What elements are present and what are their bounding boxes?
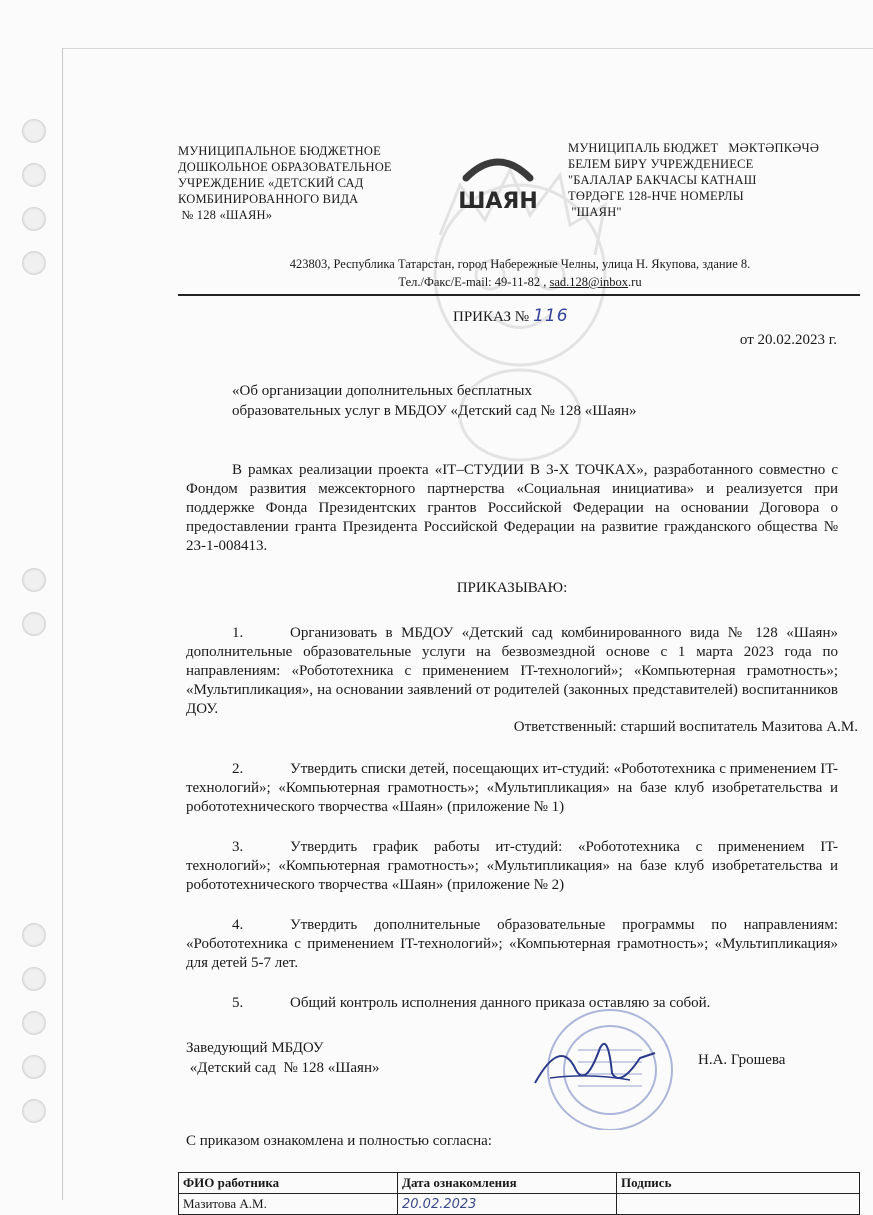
org-name-line: БЕЛЕМ БИРҮ УЧРЕЖДЕНИЕСЕ — [568, 157, 754, 171]
order-title: ПРИКАЗ № 116 — [453, 306, 569, 326]
org-name-line: "БАЛАЛАР БАКЧАСЫ КАТНАШ — [568, 173, 757, 187]
org-address: 423803, Республика Татарстан, город Набережные Челны, улица Н. Якупова, здание 8. — [289, 257, 751, 271]
table-row — [179, 1194, 860, 1215]
order-number-handwritten: 116 — [533, 306, 569, 326]
binder-hole — [22, 119, 46, 143]
order-date: от 20.02.2023 г. — [739, 332, 837, 348]
column-header: ФИО работника — [179, 1173, 398, 1194]
logo-text: ШАЯН — [458, 189, 538, 214]
binder-hole — [22, 207, 46, 231]
org-name-line: ТӨРДӘГЕ 128-НЧЕ НОМЕРЛЫ — [568, 189, 744, 203]
signatory-position: Заведующий МБДОУ «Детский сад № 128 «Шаян» — [186, 1040, 380, 1076]
org-contacts: Тел./Факс/E-mail: 49-11-82 , sad.128@inbox.ru — [398, 275, 642, 289]
column-header: Подпись — [617, 1173, 860, 1194]
org-name-line: ДОШКОЛЬНОЕ ОБРАЗОВАТЕЛЬНОЕ — [178, 160, 392, 174]
org-name-line: МУНИЦИПАЛЬНОЕ БЮДЖЕТНОЕ — [178, 144, 381, 158]
org-name-line: МУНИЦИПАЛЬ БЮДЖЕТ МӘКТӘПКӘЧӘ — [568, 141, 820, 155]
order-item: 2. Утвердить списки детей, посещающих ит-студий: «Робототехника с применением IT-технологий»; «Компьютерная грамотность»; «Мультипликация» на базе клуб изобретательства и робототехнического творчества «Шаян» (приложение № 1) — [186, 761, 838, 815]
org-name-line: КОМБИНИРОВАННОГО ВИДА — [178, 192, 359, 206]
order-item: 5. Общий контроль исполнения данного приказа оставляю за собой. — [232, 995, 711, 1011]
org-name-tatar — [568, 140, 868, 220]
org-name-russian — [178, 143, 438, 223]
order-item: 3. Утвердить график работы ит-студий: «Робототехника с применением IT-технологий»; «Компьютерная грамотность»; «Мультипликация» на базе клуб изобретательства и робототехнического творчества «Шаян» (приложение № 2) — [186, 839, 838, 893]
page-top-edge — [62, 48, 873, 49]
binder-hole — [22, 1055, 46, 1079]
binder-hole — [22, 967, 46, 991]
binder-hole — [22, 163, 46, 187]
column-header: Дата ознакомления — [398, 1173, 617, 1194]
order-heading: ПРИКАЗЫВАЮ: — [456, 580, 568, 596]
table-cell — [617, 1194, 860, 1215]
org-name-line: № 128 «ШАЯН» — [178, 208, 273, 222]
binder-hole — [22, 568, 46, 592]
org-name-line: УЧРЕЖДЕНИЕ «ДЕТСКИЙ САД — [178, 176, 364, 190]
header-divider — [178, 294, 860, 296]
order-item: 4. Утвердить дополнительные образовательные программы по направлениям: «Робототехника с применением IT-технологий»; «Компьютерная грамотность»; «Мультипликация» для детей 5-7 лет. — [186, 917, 838, 971]
signatory-name: Н.А. Грошева — [698, 1052, 786, 1068]
order-subject: «Об организации дополнительных бесплатных образовательных услуг в МБДОУ «Детский сад № 128 «Шаян» — [232, 383, 637, 419]
table-header-row — [179, 1173, 860, 1194]
signature-icon — [530, 1028, 660, 1098]
binder-hole — [22, 251, 46, 275]
familiarization-table — [178, 1172, 860, 1215]
familiarization-caption: С приказом ознакомлена и полностью согласна: — [186, 1133, 492, 1149]
binder-hole — [22, 612, 46, 636]
sheet-protector-edge — [62, 48, 63, 1200]
email-link[interactable]: sad.128@inbox — [549, 275, 629, 289]
shayan-logo — [448, 150, 548, 230]
responsible-person: Ответственный: старший воспитатель Мазитова А.М. — [513, 719, 858, 735]
table-cell: 20.02.2023 — [398, 1194, 617, 1215]
binder-hole — [22, 1099, 46, 1123]
preamble-paragraph: В рамках реализации проекта «IT–СТУДИИ В 3-Х ТОЧКАХ», разработанного совместно с Фондом развития межсекторного партнерства «Социальная инициатива» и реализуется при поддержке Фонда Президентских грантов Российской Федерации на основании Договора о предоставлении гранта Президента Российской Федерации на развитие гражданского общества № 23-1-008413. — [186, 462, 838, 554]
binder-hole — [22, 923, 46, 947]
org-address-block — [180, 255, 860, 291]
table-cell: Мазитова А.М. — [179, 1194, 398, 1215]
order-item: 1. Организовать в МБДОУ «Детский сад комбинированного вида № 128 «Шаян» дополнительные образовательные услуги на безвозмездной основе с 1 марта 2023 года по направлениям: «Робототехника с применением IT-технологий»; «Компьютерная грамотность»; «Мультипликация», на основании заявлений от родителей (законных представителей) воспитанников ДОУ. — [186, 625, 838, 717]
org-name-line: "ШАЯН" — [568, 205, 622, 219]
binder-hole — [22, 1011, 46, 1035]
